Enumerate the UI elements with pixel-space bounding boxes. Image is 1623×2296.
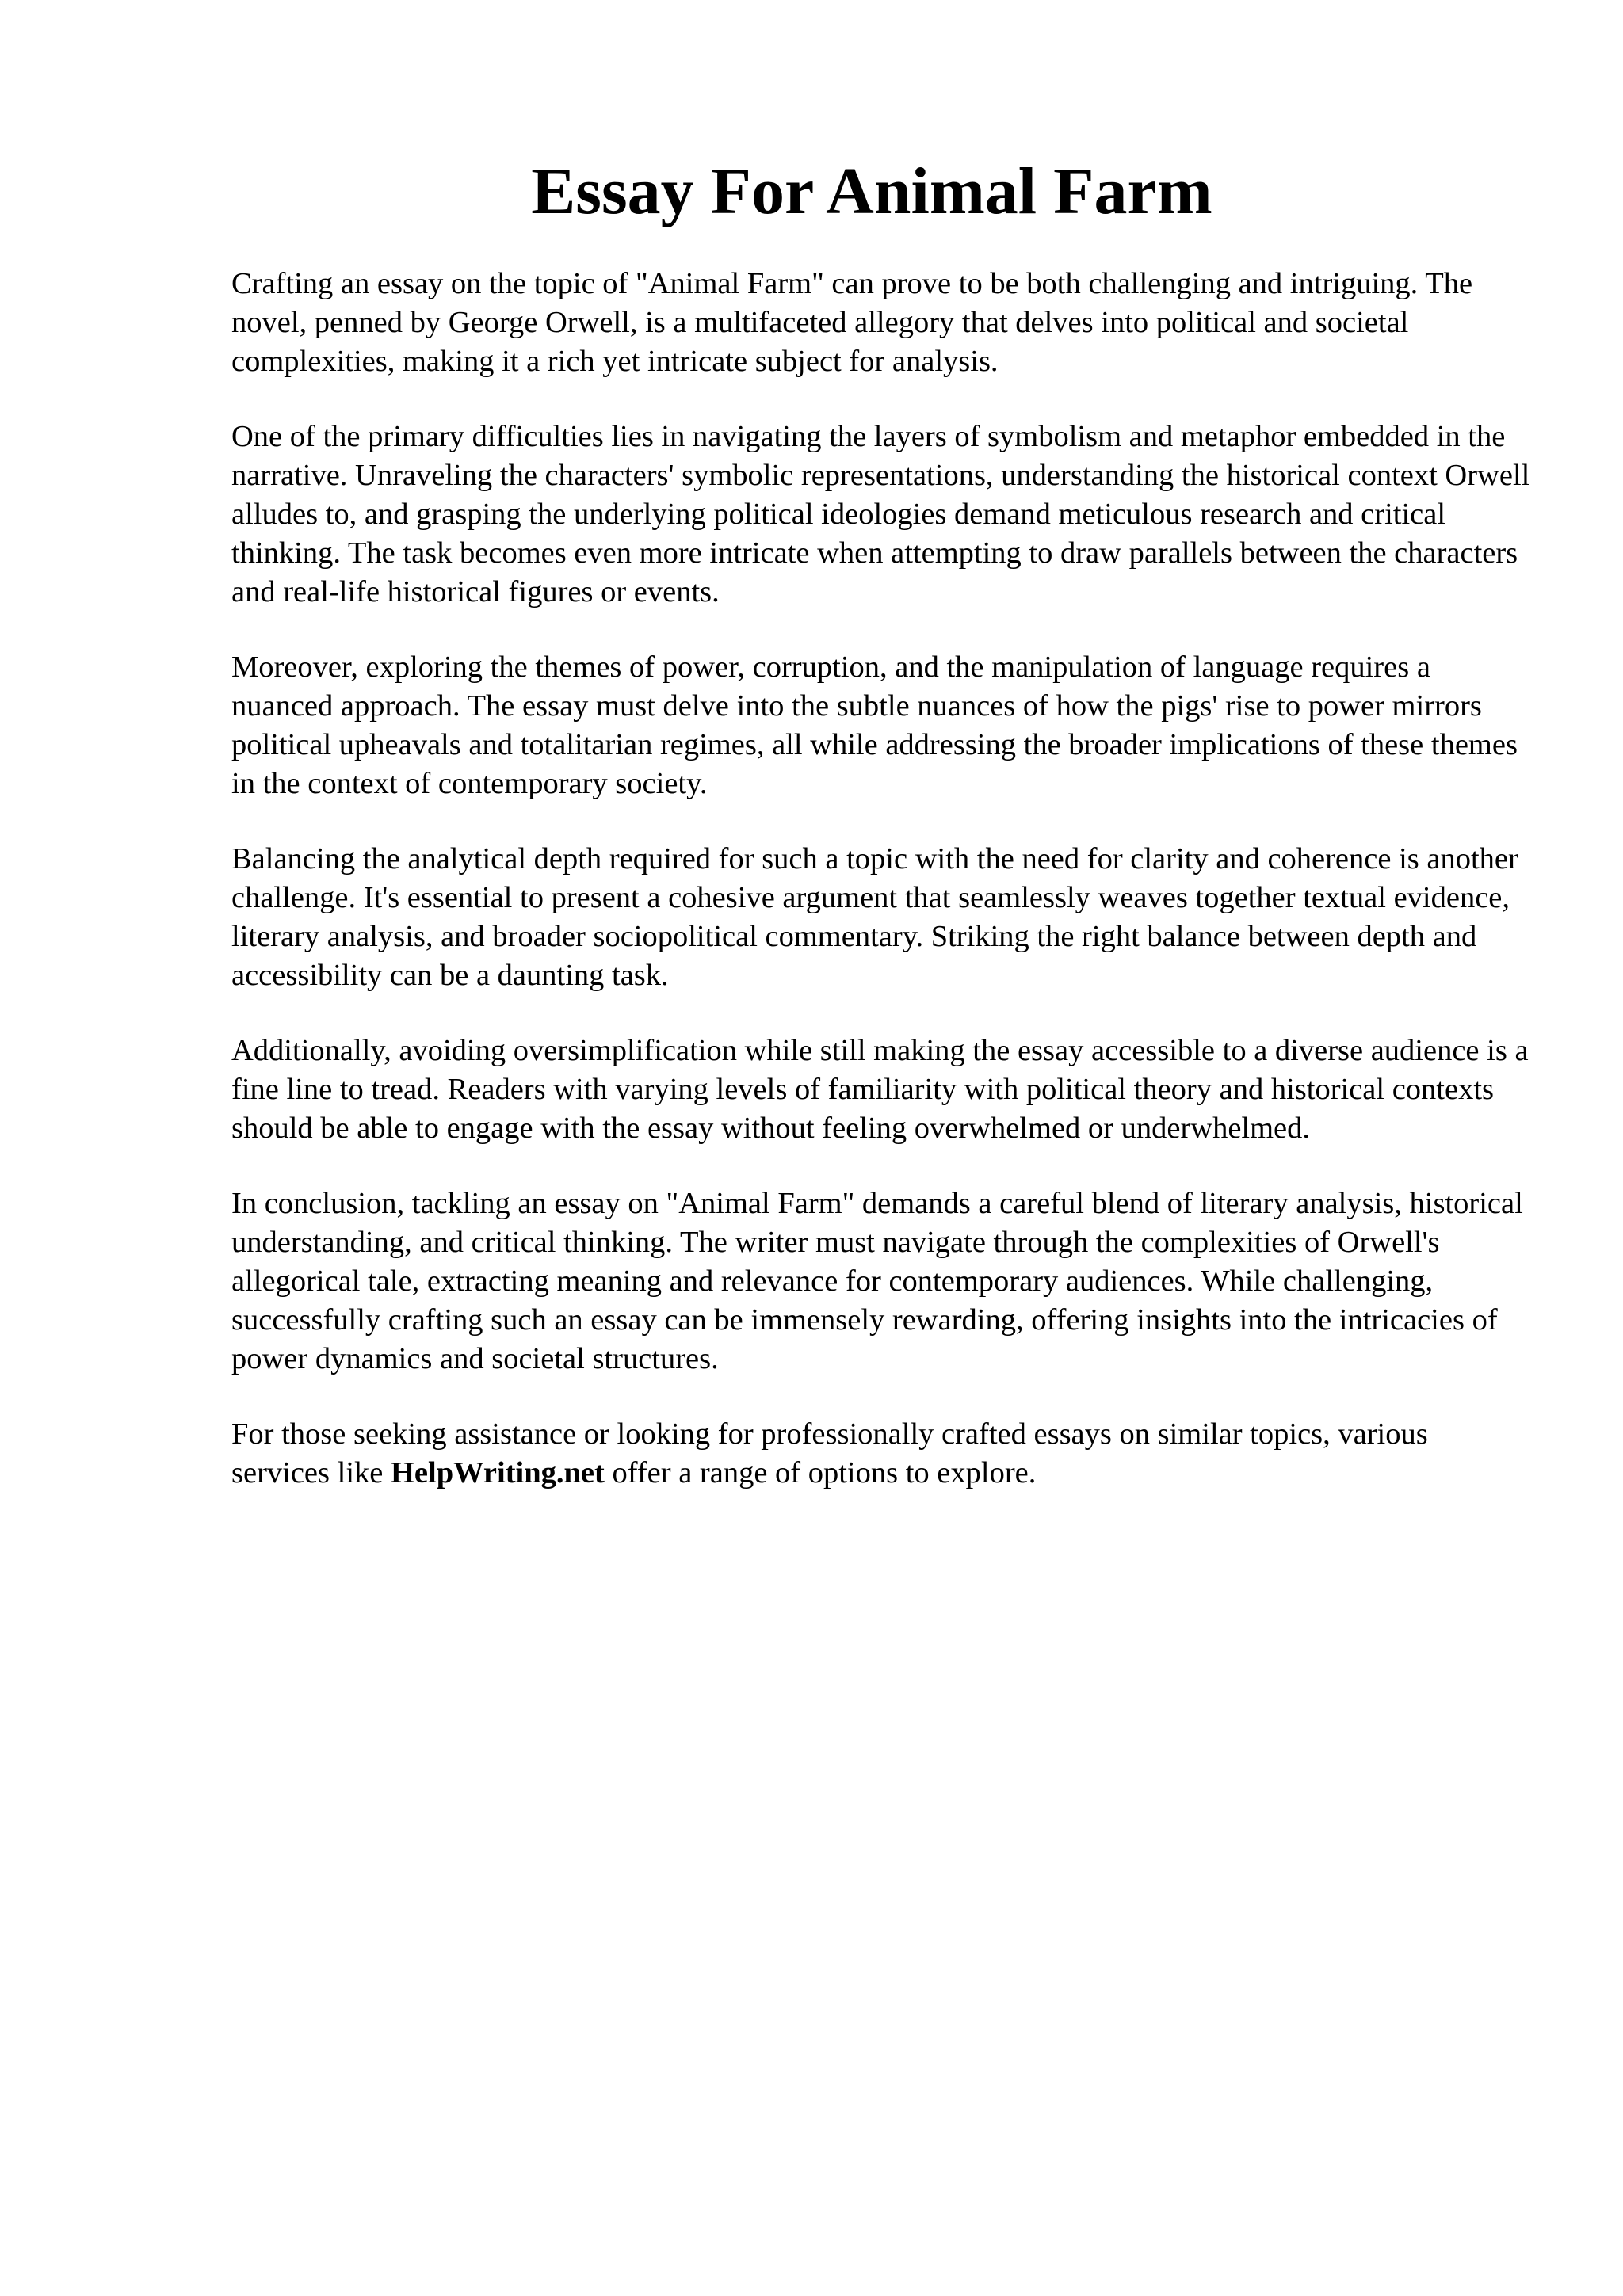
closing-text-before: For those seeking assistance or looking for professionally crafted essays on similar topics, various services like — [231, 1417, 1428, 1489]
paragraph-5: Additionally, avoiding oversimplification while still making the essay accessible to a diverse audience is a fine line to tread. Readers with varying levels of familiarity with political theory and historical contexts should be able to engage with the essay without feeling overwhelmed or underwhelmed. — [231, 1034, 1529, 1145]
document-title: Essay For Animal Farm — [531, 154, 1212, 228]
paragraph-3: Moreover, exploring the themes of power, corruption, and the manipulation of language requires a nuanced approach. The essay must delve into the subtle nuances of how the pigs' rise to power mirrors political upheavals and totalitarian regimes, all while addressing the broader implications of these themes in the context of contemporary society. — [231, 650, 1518, 800]
paragraph-1: Crafting an essay on the topic of "Animal Farm" can prove to be both challenging and intriguing. The novel, penned by George Orwell, is a multifaceted allegory that delves into political and societal complexities, making it a rich yet intricate subject for analysis. — [231, 267, 1473, 378]
essay-body — [231, 265, 1531, 1529]
closing-text-after: offer a range of options to explore. — [604, 1456, 1037, 1489]
helpwriting-link[interactable]: HelpWriting.net — [390, 1456, 605, 1489]
paragraph-6: In conclusion, tackling an essay on "Animal Farm" demands a careful blend of literary analysis, historical understanding, and critical thinking. The writer must navigate through the complexities of Orwell's allegorical tale, extracting meaning and relevance for contemporary audiences. While challenging, successfully crafting such an essay can be immensely rewarding, offering insights into the intricacies of power dynamics and societal structures. — [231, 1187, 1523, 1375]
paragraph-2: One of the primary difficulties lies in navigating the layers of symbolism and metaphor embedded in the narrative. Unraveling the characters' symbolic representations, understanding the historical context Orwell alludes to, and grasping the underlying political ideologies demand meticulous research and critical thinking. The task becomes even more intricate when attempting to draw parallels between the characters and real-life historical figures or events. — [231, 420, 1530, 608]
closing-paragraph — [231, 1415, 1531, 1493]
paragraph-4: Balancing the analytical depth required for such a topic with the need for clarity and coherence is another challenge. It's essential to present a cohesive argument that seamlessly weaves together textual evidence, literary analysis, and broader sociopolitical commentary. Striking the right balance between depth and accessibility can be a daunting task. — [231, 842, 1518, 992]
